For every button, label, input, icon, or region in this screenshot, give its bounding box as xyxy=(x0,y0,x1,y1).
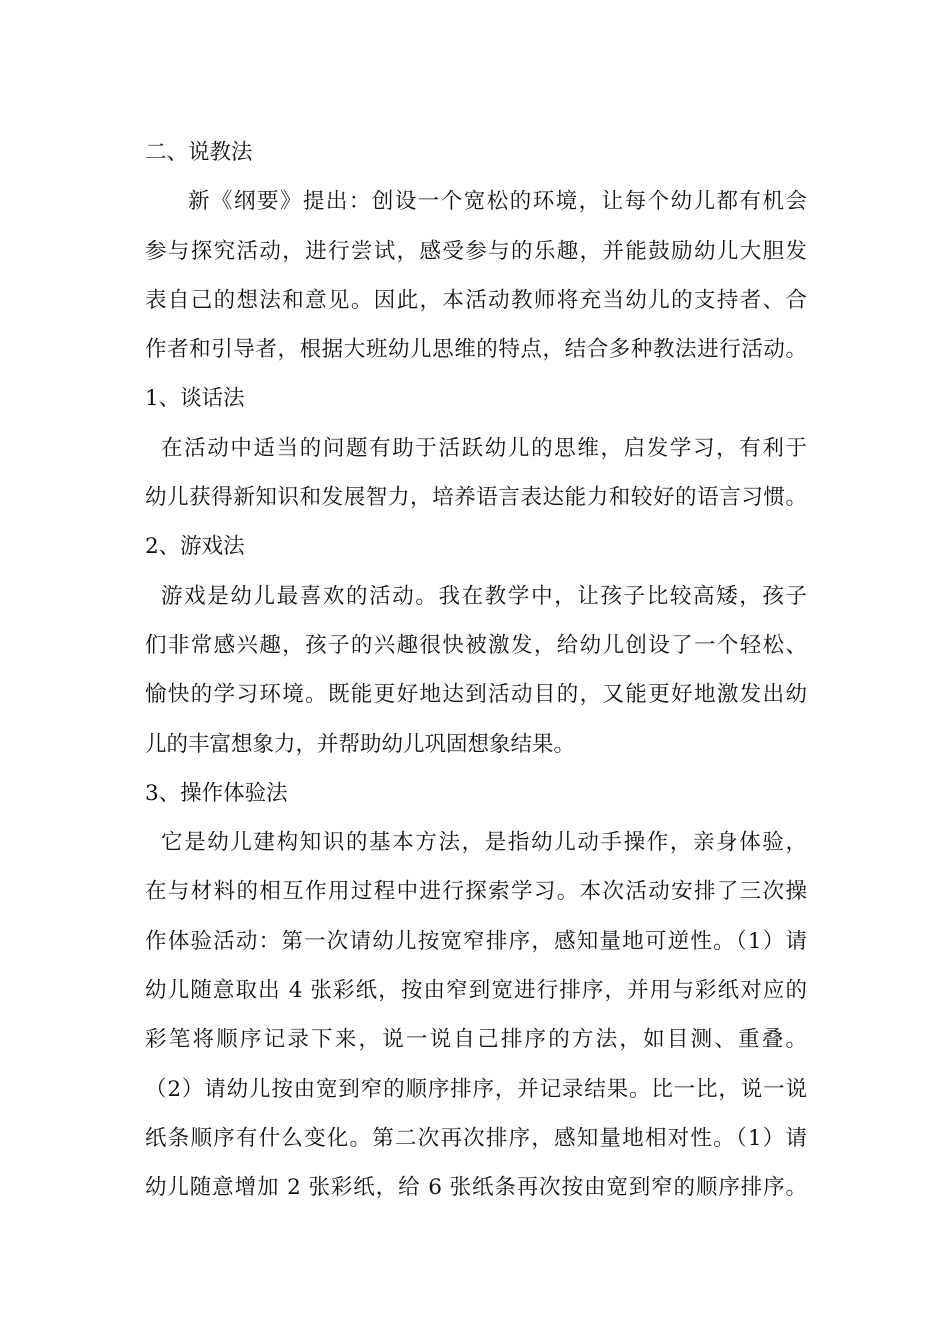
method-heading: 2、游戏法 xyxy=(145,534,245,560)
document-body xyxy=(145,128,807,1213)
paragraph-line: 幼儿随意增加 2 张彩纸，给 6 张纸条再次按由宽到窄的顺序排序。 xyxy=(145,1175,807,1201)
method-heading: 1、谈话法 xyxy=(145,386,245,412)
paragraph-line: 纸条顺序有什么变化。第二次再次排序，感知量地相对性。（1）请 xyxy=(145,1125,807,1151)
paragraph-line: 新《纲要》提出：创设一个宽松的环境，让每个幼儿都有机会 xyxy=(188,189,807,215)
paragraph-line: 表自己的想法和意见。因此，本活动教师将充当幼儿的支持者、合 xyxy=(145,287,807,313)
paragraph-line: 儿的丰富想象力，并帮助幼儿巩固想象结果。 xyxy=(145,731,576,757)
paragraph-line: 愉快的学习环境。既能更好地达到活动目的，又能更好地激发出幼 xyxy=(145,682,807,708)
section-title: 二、说教法 xyxy=(145,140,253,165)
paragraph-line: 们非常感兴趣，孩子的兴趣很快被激发，给幼儿创设了一个轻松、 xyxy=(145,632,807,658)
paragraph-line: 它是幼儿建构知识的基本方法，是指幼儿动手操作，亲身体验， xyxy=(161,830,807,856)
paragraph-line: （2）请幼儿按由宽到窄的顺序排序，并记录结果。比一比，说一说 xyxy=(145,1076,807,1102)
paragraph-line: 彩笔将顺序记录下来，说一说自己排序的方法，如目测、重叠。 xyxy=(145,1027,807,1053)
paragraph-line: 幼儿获得新知识和发展智力，培养语言表达能力和较好的语言习惯。 xyxy=(145,485,807,511)
method-heading: 3、操作体验法 xyxy=(145,780,288,806)
paragraph-line: 在与材料的相互作用过程中进行探索学习。本次活动安排了三次操 xyxy=(145,879,807,905)
paragraph-line: 参与探究活动，进行尝试，感受参与的乐趣，并能鼓励幼儿大胆发 xyxy=(145,238,807,264)
paragraph-line: 作者和引导者，根据大班幼儿思维的特点，结合多种教法进行活动。 xyxy=(145,337,807,363)
paragraph-line: 游戏是幼儿最喜欢的活动。我在教学中，让孩子比较高矮，孩子 xyxy=(161,583,807,609)
paragraph-line: 幼儿随意取出 4 张彩纸，按由窄到宽进行排序，并用与彩纸对应的 xyxy=(145,978,807,1004)
paragraph-line: 在活动中适当的问题有助于活跃幼儿的思维，启发学习，有利于 xyxy=(161,435,807,461)
paragraph-line: 作体验活动：第一次请幼儿按宽窄排序，感知量地可逆性。（1）请 xyxy=(145,928,807,954)
